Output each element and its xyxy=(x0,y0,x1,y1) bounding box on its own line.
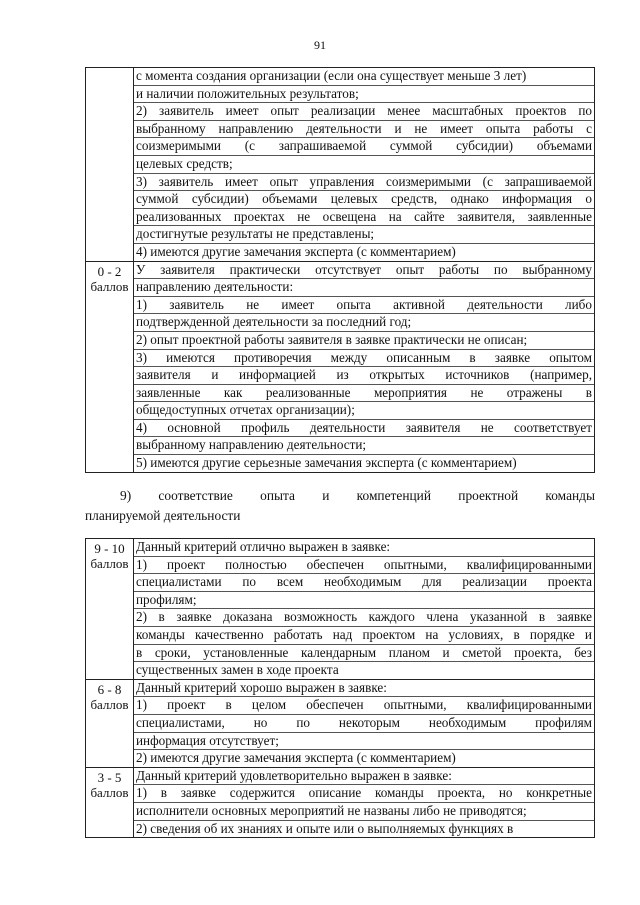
description-line: реализованных проектах не освещена на сайте заявителя, заявленные xyxy=(134,209,594,227)
criteria-table-team xyxy=(85,538,595,838)
description-line: 2) имеются другие замечания эксперта (с комментарием) xyxy=(136,750,456,766)
description-line: Данный критерий удовлетворительно выражен в заявке: xyxy=(134,768,594,786)
description-line: 2) в заявке доказана возможность каждого члена указанной в заявке xyxy=(134,609,594,627)
criterion-9-line-2: планируемой деятельности xyxy=(85,508,241,523)
description-line: общедоступных отчетах организации); xyxy=(134,402,594,420)
criteria-description xyxy=(134,767,595,837)
description-line: 1) проект полностью обеспечен опытными, квалифицированными xyxy=(134,557,594,575)
description-line: 2) опыт проектной работы заявителя в заявке практически не описан; xyxy=(134,332,594,350)
description-line: 1) в заявке содержится описание команды проекта, но конкретные xyxy=(134,785,594,803)
description-line: достигнутые результаты не представлены; xyxy=(134,226,594,244)
description-line: и наличии положительных результатов; xyxy=(134,86,594,104)
criteria-description xyxy=(134,261,595,472)
score-range: 0 - 2 xyxy=(97,263,122,279)
score-cell xyxy=(86,539,134,680)
description-line: профилям; xyxy=(134,592,594,610)
score-unit: баллов xyxy=(90,556,129,571)
score-unit: баллов xyxy=(90,278,129,294)
page-number: 91 xyxy=(314,38,326,52)
criteria-row xyxy=(86,679,595,767)
criterion-9-line-1: 9) соответствие опыта и компетенций проектной команды xyxy=(120,488,595,503)
description-line: команды качественно работать над проектом на условиях, в порядке и xyxy=(134,627,594,645)
criteria-table-experience xyxy=(85,67,595,473)
description-line: выбранному направлению деятельности; xyxy=(134,437,594,455)
score-cell xyxy=(86,68,134,262)
description-line: 3) имеются противоречия между описанным в заявке опытом xyxy=(134,350,594,368)
description-line: заявленные как реализованные мероприятия не отражены в xyxy=(134,385,594,403)
score-cell xyxy=(86,261,134,472)
criterion-9-heading xyxy=(85,486,595,526)
description-line: 1) заявитель не имеет опыта активной деятельности либо xyxy=(134,297,594,315)
description-line: выбранному направлению деятельности и не имеет опыта работы с xyxy=(134,121,594,139)
score-unit: баллов xyxy=(90,696,129,712)
description-line: 2) заявитель имеет опыт реализации менее масштабных проектов по xyxy=(134,103,594,121)
score-unit: баллов xyxy=(90,784,129,800)
criteria-description xyxy=(134,539,595,680)
criteria-row xyxy=(86,767,595,837)
description-line: специалистами, но по некоторым необходимым профилям xyxy=(134,715,594,733)
description-line: У заявителя практически отсутствует опыт работы по выбранному xyxy=(134,262,594,280)
description-line: 4) имеются другие замечания эксперта (с комментарием) xyxy=(136,243,456,259)
description-line: в сроки, установленные календарным планом и сметой проекта, без xyxy=(134,645,594,663)
criteria-description xyxy=(134,68,595,262)
criteria-description xyxy=(134,679,595,767)
criteria-row xyxy=(86,68,595,262)
description-line: заявителя и информацией из открытых источников (например, xyxy=(134,367,594,385)
description-line: с момента создания организации (если она существует меньше 3 лет) xyxy=(134,68,594,86)
description-line: 3) заявитель имеет опыт управления соизмеримыми (с запрашиваемой xyxy=(134,174,594,192)
description-line: специалистами по всем необходимым для реализации проекта xyxy=(134,574,594,592)
description-line: информация отсутствует; xyxy=(134,733,594,751)
description-line: 1) проект в целом обеспечен опытными, квалифицированными xyxy=(134,697,594,715)
score-cell xyxy=(86,767,134,837)
score-range: 3 - 5 xyxy=(97,769,122,785)
description-line: целевых средств; xyxy=(134,156,594,174)
score-range: 6 - 8 xyxy=(97,681,122,697)
description-line: суммой субсидии) объемами целевых средств, однако информация о xyxy=(134,191,594,209)
description-line: Данный критерий отлично выражен в заявке: xyxy=(134,539,594,557)
description-line: подтвержденной деятельности за последний год; xyxy=(134,314,594,332)
description-line: соизмеримыми (с запрашиваемой суммой субсидии) объемами xyxy=(134,138,594,156)
description-line: направлению деятельности: xyxy=(134,279,594,297)
criteria-row xyxy=(86,539,595,680)
description-line: 5) имеются другие серьезные замечания эксперта (с комментарием) xyxy=(136,455,517,471)
criteria-row xyxy=(86,261,595,472)
description-line: 4) основной профиль деятельности заявителя не соответствует xyxy=(134,420,594,438)
description-line: существенных замен в ходе проекта xyxy=(136,662,339,678)
score-range: 9 - 10 xyxy=(94,541,125,556)
score-cell xyxy=(86,679,134,767)
description-line: 2) сведения об их знаниях и опыте или о выполняемых функциях в xyxy=(136,820,514,836)
description-line: Данный критерий хорошо выражен в заявке: xyxy=(134,680,594,698)
description-line: исполнители основных мероприятий не названы либо не приводятся; xyxy=(134,803,594,821)
